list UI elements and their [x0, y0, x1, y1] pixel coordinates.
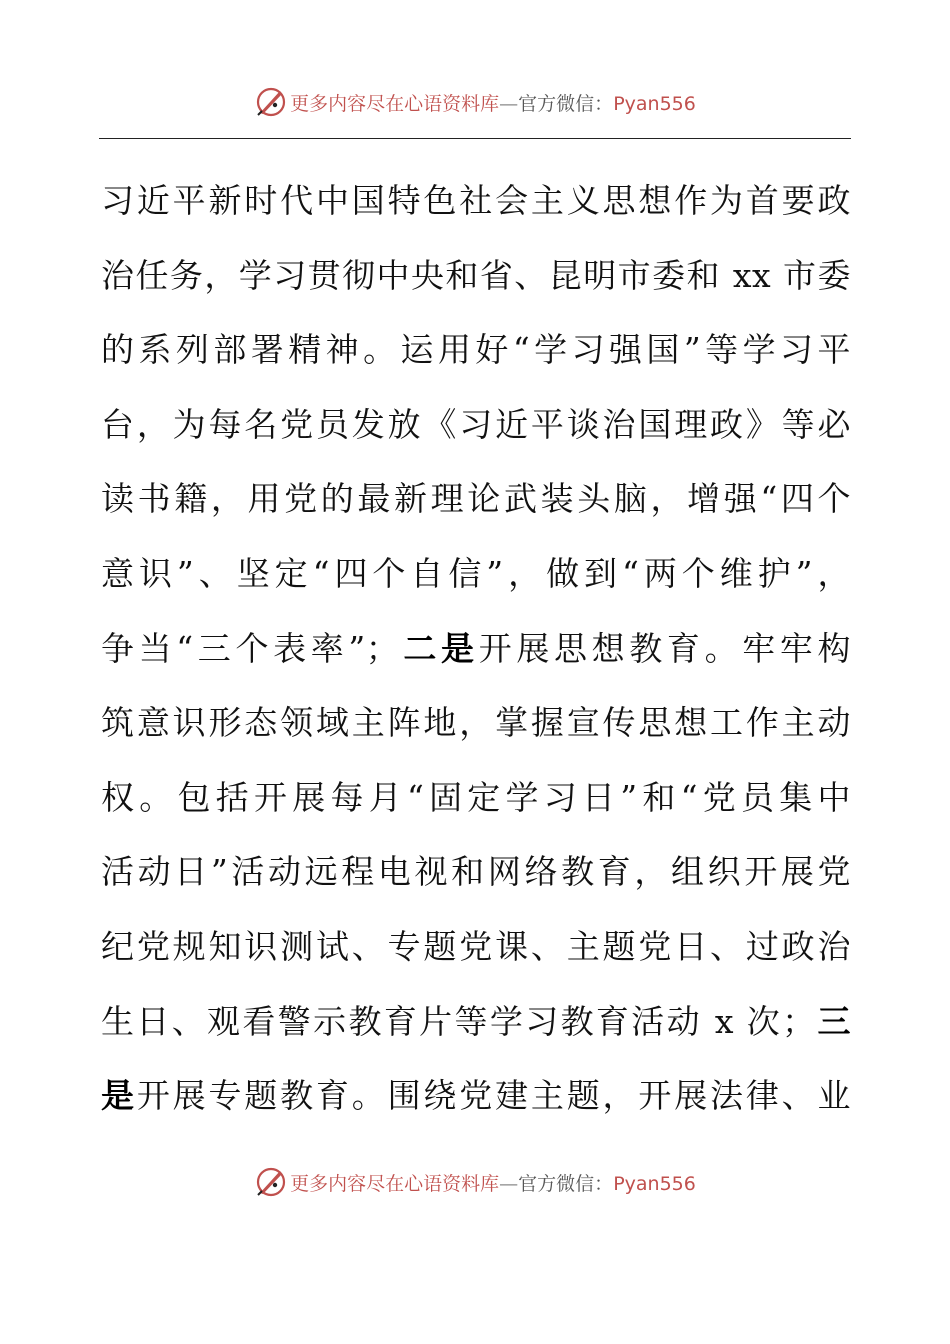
text-segment: 治任务，学习贯彻中央和省、昆明市委和 xx 市委 — [101, 255, 851, 295]
text-line — [101, 612, 851, 687]
text-line — [101, 462, 851, 537]
text-segment: 的系列部署精神。运用好“学习强国”等学习平 — [101, 330, 851, 370]
text-line — [101, 313, 851, 388]
header-banner-dash: — — [499, 92, 519, 115]
footer-banner-dash: — — [499, 1172, 519, 1195]
text-segment: 开展思想教育。牢牢构 — [478, 628, 852, 668]
footer-banner — [0, 1162, 950, 1202]
text-line — [101, 388, 851, 463]
bold-text-segment: 是 — [101, 1076, 137, 1116]
text-line — [101, 910, 851, 985]
footer-banner-lead: 更多内容尽在心语资料库 — [290, 1172, 500, 1195]
text-segment: 开展专题教育。围绕党建主题，开展法律、业 — [136, 1076, 852, 1116]
text-segment: 台，为每名党员发放《习近平谈治国理政》等必 — [101, 404, 851, 444]
header-banner-handle: Pyan556 — [613, 92, 696, 115]
text-segment: 纪党规知识测试、专题党课、主题党日、过政治 — [101, 926, 851, 966]
text-line — [101, 1059, 851, 1134]
header-banner-text — [290, 89, 696, 116]
header-banner-official: 官方微信： — [518, 92, 614, 115]
bold-text-segment: 二是 — [399, 628, 479, 668]
quill-pen-logo-icon — [254, 1165, 288, 1199]
text-line — [101, 164, 851, 239]
text-line — [101, 985, 851, 1060]
footer-banner-text — [290, 1169, 696, 1196]
text-line — [101, 537, 851, 612]
text-line — [101, 761, 851, 836]
text-segment: 意识”、坚定“四个自信”，做到“两个维护”， — [101, 553, 851, 593]
quill-pen-logo-icon — [254, 85, 288, 119]
bold-text-segment: 三 — [815, 1001, 852, 1041]
footer-banner-handle: Pyan556 — [613, 1172, 696, 1195]
text-line — [101, 239, 851, 314]
text-segment: 筑意识形态领域主阵地，掌握宣传思想工作主动 — [101, 703, 851, 743]
footer-banner-official: 官方微信： — [518, 1172, 614, 1195]
text-segment: 生日、观看警示教育片等学习教育活动 x 次； — [101, 1001, 816, 1041]
header-rule — [99, 138, 851, 139]
header-banner-lead: 更多内容尽在心语资料库 — [290, 92, 500, 115]
header-banner — [0, 82, 950, 122]
text-line — [101, 835, 851, 910]
text-segment: 活动日”活动远程电视和网络教育，组织开展党 — [101, 852, 851, 892]
text-segment: 争当“三个表率”； — [101, 628, 400, 668]
text-segment: 权。包括开展每月“固定学习日”和“党员集中 — [101, 777, 851, 817]
text-segment: 读书籍，用党的最新理论武装头脑，增强“四个 — [101, 479, 851, 519]
text-line — [101, 686, 851, 761]
text-segment: 习近平新时代中国特色社会主义思想作为首要政 — [101, 181, 851, 220]
document-body — [101, 164, 851, 1134]
